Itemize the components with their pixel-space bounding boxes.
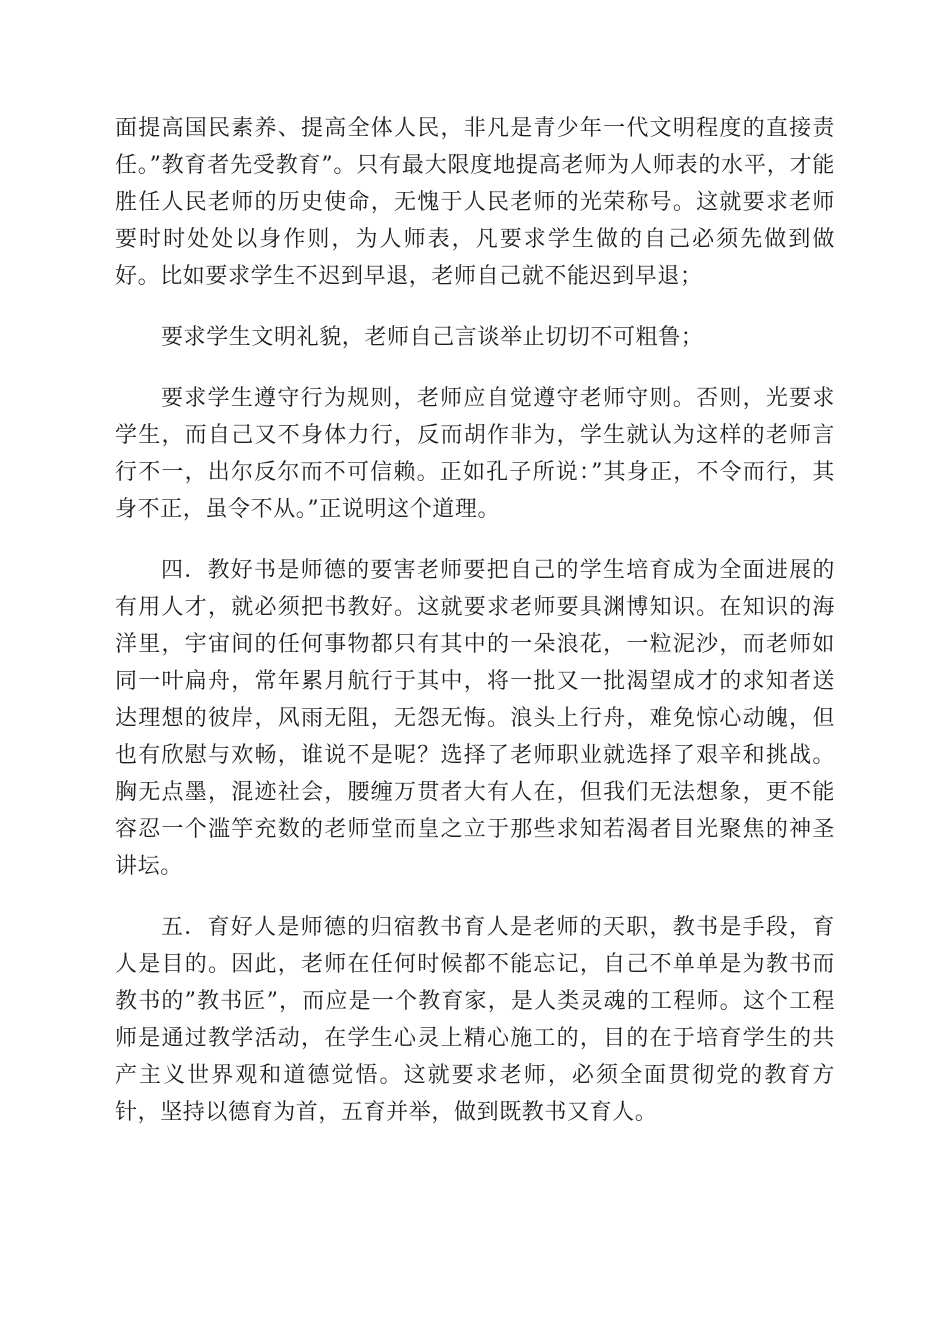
document-body: [115, 110, 835, 1155]
paragraph-1: 面提高国民素养、提高全体人民，非凡是青少年一代文明程度的直接责任。”教育者先受教育”。只有最大限度地提高老师为人师表的水平，才能胜任人民老师的历史使命，无愧于人民老师的光荣称号。这就要求老师要时时处处以身作则，为人师表，凡要求学生做的自己必须先做到做好。比如要求学生不迟到早退，老师自己就不能迟到早退；: [115, 116, 835, 289]
paragraph-5: 五．育好人是师德的归宿教书育人是老师的天职，教书是手段，育人是目的。因此，老师在任何时候都不能忘记，自己不单单是为教书而教书的”教书匠”，而应是一个教育家，是人类灵魂的工程师。这个工程师是通过教学活动，在学生心灵上精心施工的，目的在于培育学生的共产主义世界观和道德觉悟。这就要求老师，必须全面贯彻党的教育方针，坚持以德育为首，五育并举，做到既教书又育人。: [115, 915, 835, 1125]
paragraph-4: 四．教好书是师德的要害老师要把自己的学生培育成为全面进展的有用人才，就必须把书教好。这就要求老师要具渊博知识。在知识的海洋里，宇宙间的任何事物都只有其中的一朵浪花，一粒泥沙，而老师如同一叶扁舟，常年累月航行于其中，将一批又一批渴望成才的求知者送达理想的彼岸，风雨无阻，无怨无悔。浪头上行舟，难免惊心动魄，但也有欣慰与欢畅，谁说不是呢？选择了老师职业就选择了艰辛和挑战。胸无点墨，混迹社会，腰缠万贯者大有人在，但我们无法想象，更不能容忍一个滥竽充数的老师堂而皇之立于那些求知若渴者目光聚焦的神圣讲坛。: [115, 558, 835, 879]
paragraph-3: 要求学生遵守行为规则，老师应自觉遵守老师守则。否则，光要求学生，而自己又不身体力行，反而胡作非为，学生就认为这样的老师言行不一，出尔反尔而不可信赖。正如孔子所说：”其身正，不令而行，其身不正，虽令不从。”正说明这个道理。: [115, 386, 835, 522]
paragraph-2: 要求学生文明礼貌，老师自己言谈举止切切不可粗鲁；: [161, 325, 704, 350]
